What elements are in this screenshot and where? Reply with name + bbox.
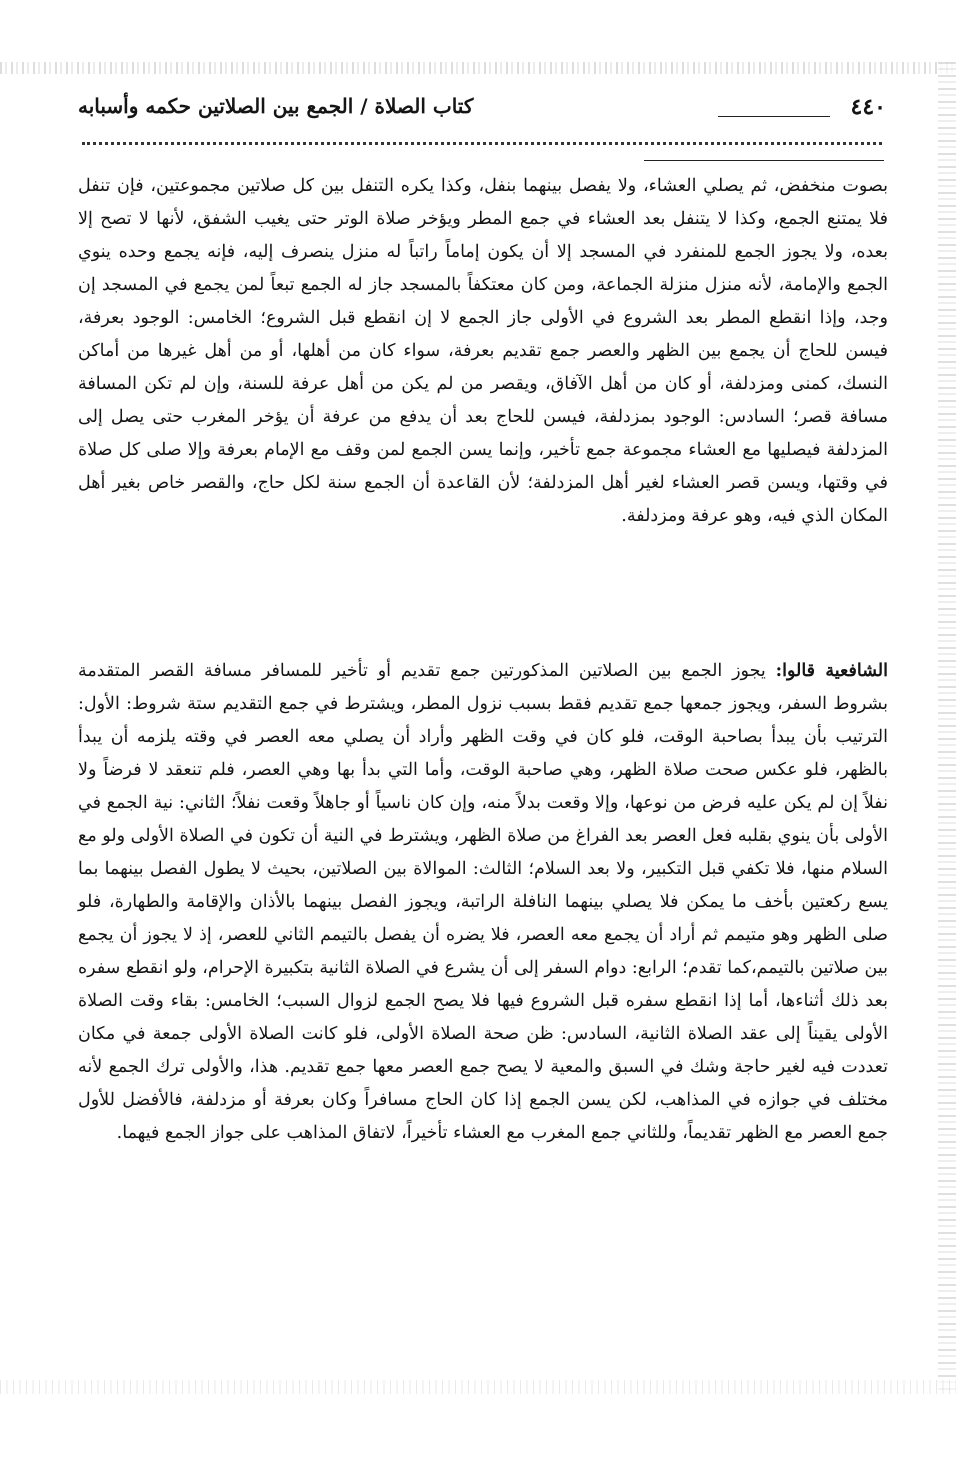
section-heading: الشافعية قالوا: xyxy=(775,661,889,681)
page-number: ٤٤٠ xyxy=(850,94,886,120)
running-title: كتاب الصلاة / الجمع بين الصلاتين حكمه وأسبابه xyxy=(78,94,474,118)
scan-edge-bottom xyxy=(0,1380,956,1394)
paragraph-shafii xyxy=(78,655,888,1150)
page-header xyxy=(78,92,886,132)
paragraph-text: بصوت منخفض، ثم يصلي العشاء، ولا يفصل بينهما بنفل، وكذا يكره التنفل بين كل صلاتين مجموعتين، فإن تنفل فلا يمتنع الجمع، وكذا لا يتنفل بعد العشاء في جمع المطر ويؤخر صلاة الوتر حتى يغيب الشفق، لأنها لا تصح إلا بعده، ولا يجوز الجمع للمنفرد في المسجد إلا أن يكون إماماً راتباً له منزل ينصرف إليه، فإنه يجمع وحده ينوي الجمع والإمامة، لأنه منزل منزلة الجماعة، ومن كان معتكفاً بالمسجد جاز له الجمع تبعاً لمن يجمع في المسجد إن وجد، وإذا انقطع المطر بعد الشروع في الأولى جاز الجمع لا إن انقطع قبل الشروع؛ الخامس: الوجود بعرفة، فيسن للحاج أن يجمع بين الظهر والعصر جمع تقديم بعرفة، سواء كان من أهلها، أو من أهل غيرها من أماكن النسك، كمنى ومزدلفة، أو كان من أهل الآفاق، ويقصر من لم يكن من أهل عرفة للسنة، وإن لم تكن المسافة مسافة قصر؛ السادس: الوجود بمزدلفة، فيسن للحاج بعد أن يدفع من عرفة أن يؤخر المغرب حتى يصل إلى المزدلفة فيصليها مع العشاء مجموعة جمع تأخير، وإنما يسن الجمع لمن وقف مع الإمام بعرفة وإلا صلى كل صلاة في وقتها، ويسن قصر العشاء لغير أهل المزدلفة؛ لأن القاعدة أن الجمع سنة لكل حاج، والقصر خاص بغير أهل المكان الذي فيه، وهو عرفة ومزدلفة. xyxy=(78,176,888,526)
paragraph-text: يجوز الجمع بين الصلاتين المذكورتين جمع تقديم أو تأخير للمسافر مسافة القصر المتقدمة بشروط السفر، ويجوز جمعها جمع تقديم فقط بسبب نزول المطر، ويشترط في جمع التقديم ستة شروط: الأول: الترتيب بأن يبدأ بصاحبة الوقت، فلو كان في وقت الظهر وأراد أن يصلي معه العصر في وقته يلزمه أن يبدأ بالظهر، فلو عكس صحت صلاة الظهر، وهي صاحبة الوقت، وأما التي بدأ بها وهي العصر، فلم تنعقد لا فرضاً ولا نفلاً إن لم يكن عليه فرض من نوعها، وإلا وقعت بدلاً منه، وإن كان ناسياً أو جاهلاً وقعت نفلاً؛ الثاني: نية الجمع في الأولى بأن ينوي بقلبه فعل العصر بعد الفراغ من صلاة الظهر، ويشترط في النية أن تكون في الصلاة الأولى ولو مع السلام منها، فلا تكفي قبل التكبير، ولا بعد السلام؛ الثالث: الموالاة بين الصلاتين، بحيث لا يطول الفصل بينهما بما يسع ركعتين بأخف ما يمكن فلا يصلي بينهما النافلة الراتبة، ويجوز الفصل بينهما بالأذان والإقامة والطهارة، فلو صلى الظهر وهو متيمم ثم أراد أن يجمع معه العصر، فلا يضره أن يفصل بالتيمم الثاني للعصر، إذ لا يجوز أن يجمع بين صلاتين بالتيمم،كما تقدم؛ الرابع: دوام السفر إلى أن يشرع في الصلاة الثانية بتكبيرة الإحرام، ولو انقطع سفره بعد ذلك أثناءها، أما إذا انقطع سفره قبل الشروع فيها فلا يصح الجمع لزوال السبب؛ الخامس: بقاء وقت الصلاة الأولى يقيناً إلى عقد الصلاة الثانية، السادس: ظن صحة الصلاة الأولى، فلو كانت الصلاة الأولى جمعة في مكان تعددت فيه لغير حاجة وشك في السبق والمعية لا يصح جمع العصر معها جمع تقديم. هذا، والأولى ترك الجمع لأنه مختلف في جوازه في المذاهب، لكن يسن الجمع إذا كان الحاج مسافراً وكان بعرفة أو مزدلفة، فالأفضل للأول جمع العصر مع الظهر تقديماً، وللثاني جمع المغرب مع العشاء تأخيراً، لاتفاق المذاهب على جواز الجمع فيهما. xyxy=(78,661,888,1143)
header-rule xyxy=(718,116,830,117)
scan-edge-right xyxy=(938,62,956,1392)
paragraph-continuation xyxy=(78,170,888,533)
scan-edge-top xyxy=(0,62,956,74)
dotted-divider xyxy=(82,142,882,145)
footnote-rule xyxy=(644,160,884,161)
